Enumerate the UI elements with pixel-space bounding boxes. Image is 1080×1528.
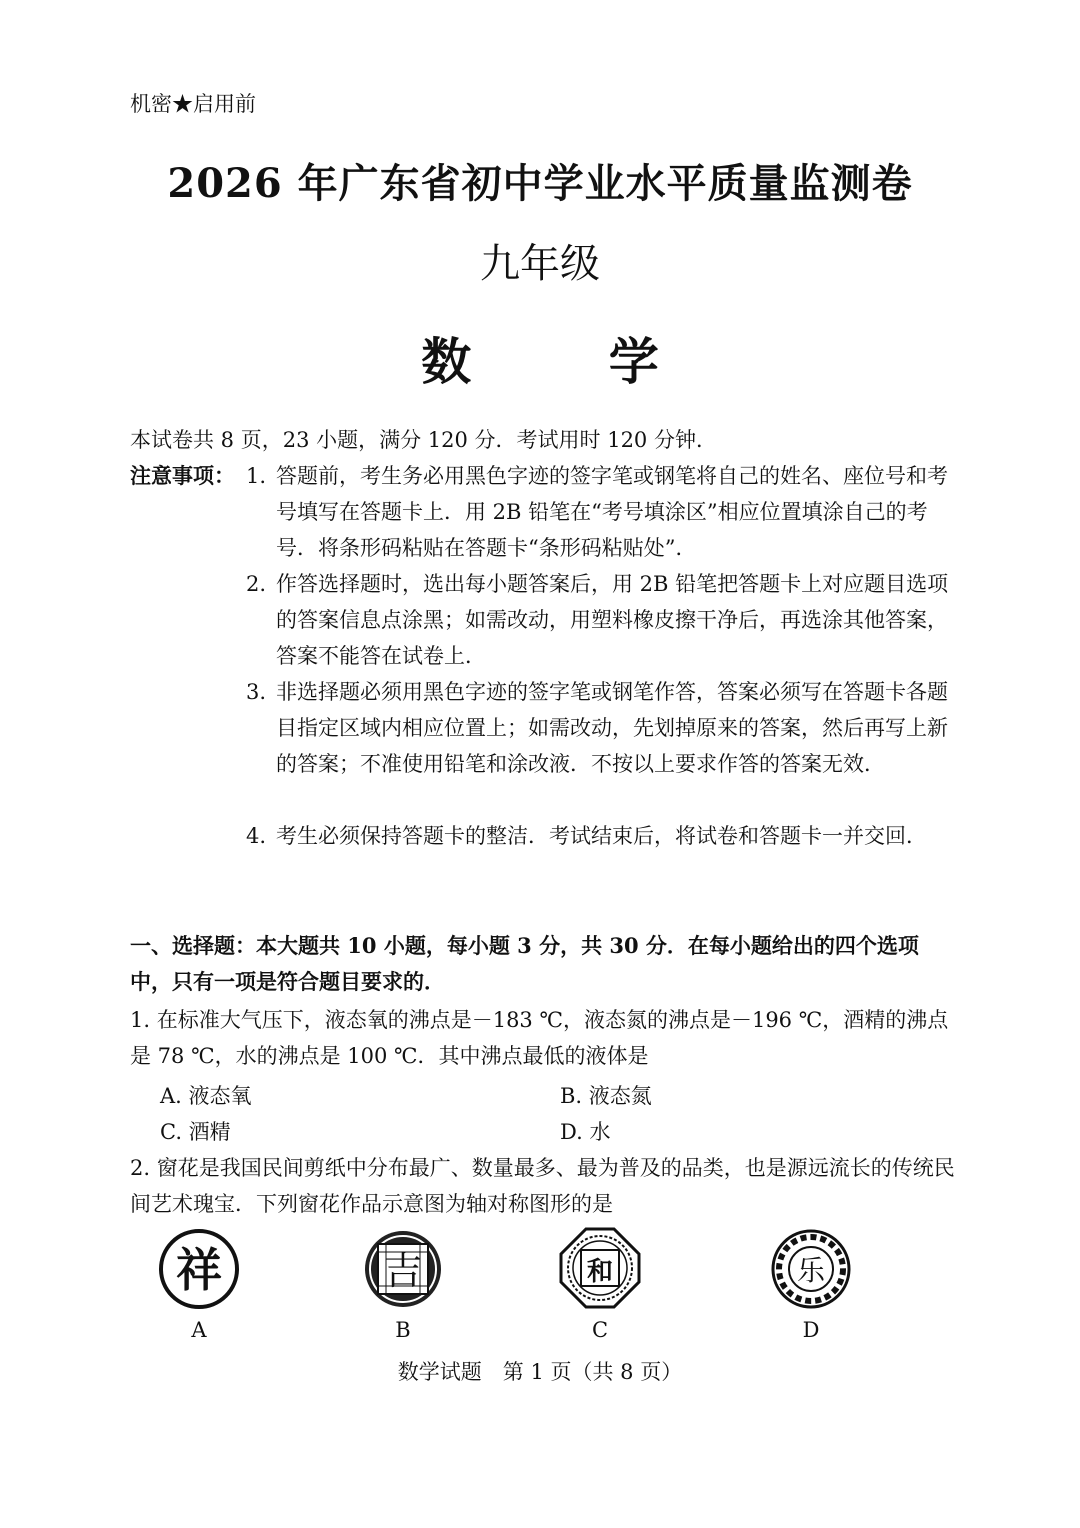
- figure-label-d: D: [802, 1318, 820, 1342]
- notice-item: [246, 674, 956, 782]
- notice-item: [246, 566, 956, 674]
- papercut-figure-a: [158, 1228, 240, 1310]
- notice-item: [246, 458, 956, 566]
- notice-item-number: 4.: [246, 824, 267, 848]
- figure-label-c: C: [591, 1318, 609, 1342]
- figure-d-char: 乐: [796, 1254, 826, 1287]
- question-1-text: 1. 在标准大气压下，液态氧的沸点是－183 ℃，液态氮的沸点是－196 ℃，酒精的沸点是 78 ℃，水的沸点是 100 ℃．其中沸点最低的液体是: [130, 1008, 949, 1068]
- q1-option-b: B. 液态氮: [560, 1084, 652, 1108]
- notice-item-number: 2.: [246, 572, 267, 596]
- section-title: 一、选择题：本大题共 10 小题，每小题 3 分，共 30 分．在每小题给出的四个选项中，只有一项是符合题目要求的．: [130, 933, 919, 994]
- q1-option-c: C. 酒精: [160, 1120, 231, 1144]
- papercut-figure-c: [558, 1226, 642, 1310]
- exam-subject: 数 学: [421, 332, 719, 391]
- notice-item-text: 非选择题必须用黑色字迹的签字笔或钢笔作答，答案必须写在答题卡各题目指定区域内相应位置上；如需改动，先划掉原来的答案，然后再写上新的答案；不准使用铅笔和涂改液．不按以上要求作答的答案无效．: [276, 680, 948, 776]
- notice-item: [246, 818, 956, 854]
- notice-item-text: 考生必须保持答题卡的整洁．考试结束后，将试卷和答题卡一并交回．: [276, 824, 927, 848]
- exam-grade: 九年级: [480, 241, 600, 287]
- notice-item-number: 3.: [246, 680, 267, 704]
- notice-label: 注意事项：: [130, 463, 235, 488]
- papercut-figure-d: [770, 1228, 852, 1310]
- papercut-figure-b: [362, 1228, 444, 1310]
- notice-item-text: 作答选择题时，选出每小题答案后，用 2B 铅笔把答题卡上对应题目选项的答案信息点涂黑；如需改动，用塑料橡皮擦干净后，再选涂其他答案，答案不能答在试卷上．: [276, 572, 949, 668]
- figure-label-b: B: [395, 1318, 411, 1342]
- figure-c-char: 和: [586, 1257, 614, 1287]
- confidential-mark: 机密★启用前: [130, 92, 256, 116]
- page-footer: 数学试题 第 1 页（共 8 页）: [397, 1360, 683, 1384]
- notice-item-text: 答题前，考生务必用黑色字迹的签字笔或钢笔将自己的姓名、座位号和考号填写在答题卡上．用 2B 铅笔在“考号填涂区”相应位置填涂自己的考号．将条形码粘贴在答题卡“条形码粘贴处”．: [276, 464, 948, 560]
- exam-title: 2026 年广东省初中学业水平质量监测卷: [167, 160, 913, 207]
- figure-a-char: 祥: [176, 1243, 222, 1297]
- figure-b-char: 吉: [383, 1249, 423, 1293]
- q1-option-d: D. 水: [560, 1120, 611, 1144]
- notice-item-number: 1.: [246, 464, 267, 488]
- q1-option-a: A. 液态氧: [160, 1084, 252, 1108]
- figure-label-a: A: [191, 1318, 207, 1342]
- question-2-text: 2. 窗花是我国民间剪纸中分布最广、数量最多、最为普及的品类，也是源远流长的传统民间艺术瑰宝．下列窗花作品示意图为轴对称图形的是: [130, 1156, 955, 1216]
- exam-intro: 本试卷共 8 页，23 小题，满分 120 分．考试用时 120 分钟．: [130, 428, 717, 452]
